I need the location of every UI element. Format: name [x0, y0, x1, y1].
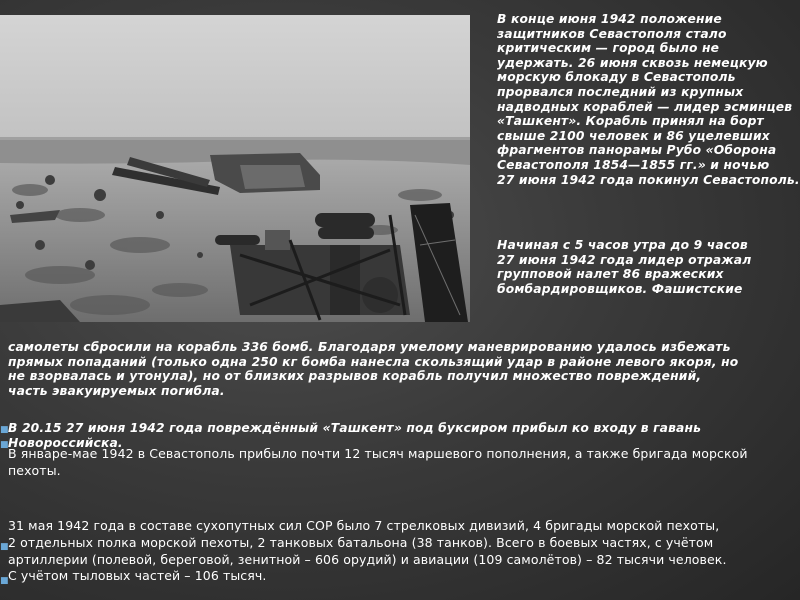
- text-line: защитников Севастополя стало: [497, 26, 727, 41]
- air-attack-paragraph: [497, 238, 800, 296]
- text-line: артиллерии (полевой, береговой, зенитной – 606 орудий) и авиации (109 самолётов) – 82 тысячи человек.: [8, 551, 727, 567]
- text-line: Начиная с 5 часов утра до 9 часов: [497, 238, 748, 252]
- text-line: 27 июня 1942 года лидер отражал: [497, 252, 752, 267]
- text-line: В 20.15 27 июня 1942 года повреждённый «Ташкент» под буксиром прибыл ко входу в гавань: [8, 421, 702, 435]
- text-line: С учётом тыловых частей – 106 тысяч.: [8, 568, 267, 584]
- text-line: групповой налет 86 вражеских: [497, 267, 724, 282]
- text-line: пехоты.: [8, 462, 61, 478]
- text-line: часть эвакуируемых погибла.: [8, 383, 225, 398]
- text-line: прямых попаданий (только одна 250 кг бомба нанесла скользящий удар в районе левого якоря, но: [8, 354, 739, 369]
- text-line: удержать. 26 июня сквозь немецкую: [497, 55, 768, 70]
- text-line: свыше 2100 человек и 86 уцелевших: [497, 128, 770, 143]
- bombing-paragraph: [8, 340, 796, 398]
- text-line: Новороссийска.: [8, 435, 123, 450]
- text-line: 2 отдельных полка морской пехоты, 2 танковых батальона (38 танков). Всего в боевых частях, с учётом: [8, 534, 714, 550]
- text-line: бомбардировщиков. Фашистские: [497, 281, 743, 296]
- text-line: морскую блокаду в Севастополь: [497, 70, 736, 85]
- bullet-icon: ■: [0, 576, 9, 586]
- text-line: Севастополя 1854—1855 гг.» и ночью: [497, 157, 770, 172]
- bullet-icon: ■: [0, 542, 9, 552]
- reinforcement-paragraph: [8, 446, 800, 480]
- text-line: 31 мая 1942 года в составе сухопутных сил СОР было 7 стрелковых дивизий, 4 бригады морской пехоты,: [8, 518, 720, 533]
- war-photo-image: [0, 15, 470, 322]
- text-line: В конце июня 1942 положение: [497, 12, 722, 26]
- forces-paragraph: [0, 518, 800, 586]
- text-line: самолеты сбросили на корабль 336 бомб. Благодаря умелому маневрированию удалось избежать: [8, 340, 731, 354]
- intro-paragraph: [497, 12, 800, 187]
- bullet-icon: ■: [0, 425, 9, 435]
- war-photo: [0, 15, 470, 322]
- bullet-icon: ■: [0, 440, 9, 450]
- text-line: прорвался последний из крупных: [497, 84, 744, 99]
- text-line: «Ташкент». Корабль принял на борт: [497, 114, 764, 129]
- text-line: надводных кораблей — лидер эсминцев: [497, 99, 793, 114]
- text-line: В январе-мае 1942 в Севастополь прибыло почти 12 тысяч маршевого пополнения, а также бригада морской: [8, 446, 748, 461]
- text-line: критическим — город было не: [497, 41, 720, 56]
- text-line: не взорвалась и утонула), но от близких разрывов корабль получил множество повреждений,: [8, 369, 702, 384]
- text-line: 27 июня 1942 года покинул Севастополь.: [497, 172, 800, 187]
- text-line: фрагментов панорамы Рубо «Оборона: [497, 143, 777, 158]
